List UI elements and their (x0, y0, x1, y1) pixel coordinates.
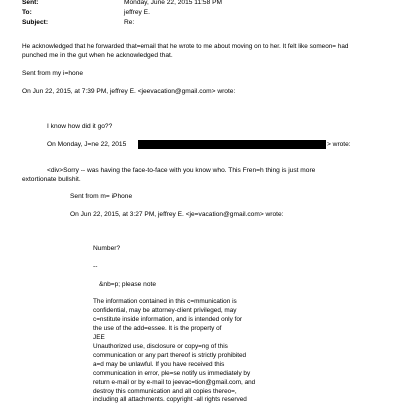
disclaimer-line: JEE (93, 334, 105, 341)
disclaimer-line: communication in error, ple=se notify us immediately by (93, 370, 251, 377)
disclaimer-line: the use of the add=essee. It is the property of (93, 325, 222, 332)
signature-dashes: -- (93, 263, 98, 270)
div-line-1: <div>Sorry -- was having the face-to-face with you know who. This Fren=h thing is just more (47, 167, 316, 174)
disclaimer-line: The information contained in this c=mmunication is (93, 298, 237, 305)
quote-header-3: On Jun 22, 2015, at 3:27 PM, jeffrey E. <je=vacation@gmail.com> wrote: (70, 211, 284, 218)
sent-from-signature-2: Sent from m= iPhone (70, 193, 133, 200)
disclaimer-line: destroy this communication and all copies thereo=, (93, 388, 237, 395)
redaction-bar (138, 140, 326, 149)
disclaimer-line: Unauthorized use, disclosure or copy=ng of this (93, 343, 228, 350)
disclaimer-line: confidential, may be attorney-client privileged, may (93, 307, 237, 314)
subject-value: Re: (124, 19, 135, 26)
message-line-2: punched me in the gut when he acknowledged that. (22, 52, 173, 59)
subject-label: Subject: (22, 19, 49, 26)
sent-value: Monday, June 22, 2015 11:58 PM (124, 0, 222, 6)
disclaimer-line: communication or any part thereof is strictly prohibited (93, 352, 247, 359)
sent-label: Sent: (22, 0, 39, 6)
please-note-line: &nb=p; please note (99, 281, 157, 288)
question-line: I know how did it go?? (47, 123, 113, 130)
sent-from-signature-1: Sent from my i=hone (22, 70, 84, 77)
quote-header-1: On Jun 22, 2015, at 7:39 PM, jeffrey E. <jeevacation@gmail.com> wrote: (22, 88, 236, 95)
message-line-1: He acknowledged that he forwarded that=email that he wrote to me about moving on to her. It felt like someon= had (22, 43, 349, 50)
quote-header-2-prefix: On Monday, J=ne 22, 2015 (47, 141, 127, 148)
div-line-2: extortionate bullshit. (22, 176, 81, 183)
disclaimer-line: a=d may be unlawful. If you have received this (93, 361, 225, 368)
quote-header-2-suffix: > wrote: (327, 141, 351, 148)
disclaimer-line: including all attachments. copyright -all rights reserved (93, 396, 247, 403)
to-value: jeffrey E. (124, 9, 150, 16)
number-question: Number? (93, 245, 121, 252)
to-label: To: (22, 9, 32, 16)
disclaimer-line: c=nstitute inside information, and is intended only for (93, 316, 243, 323)
disclaimer-line: return e-mail or by e-mail to jeevac=tion@gmail.com, and (93, 379, 256, 386)
